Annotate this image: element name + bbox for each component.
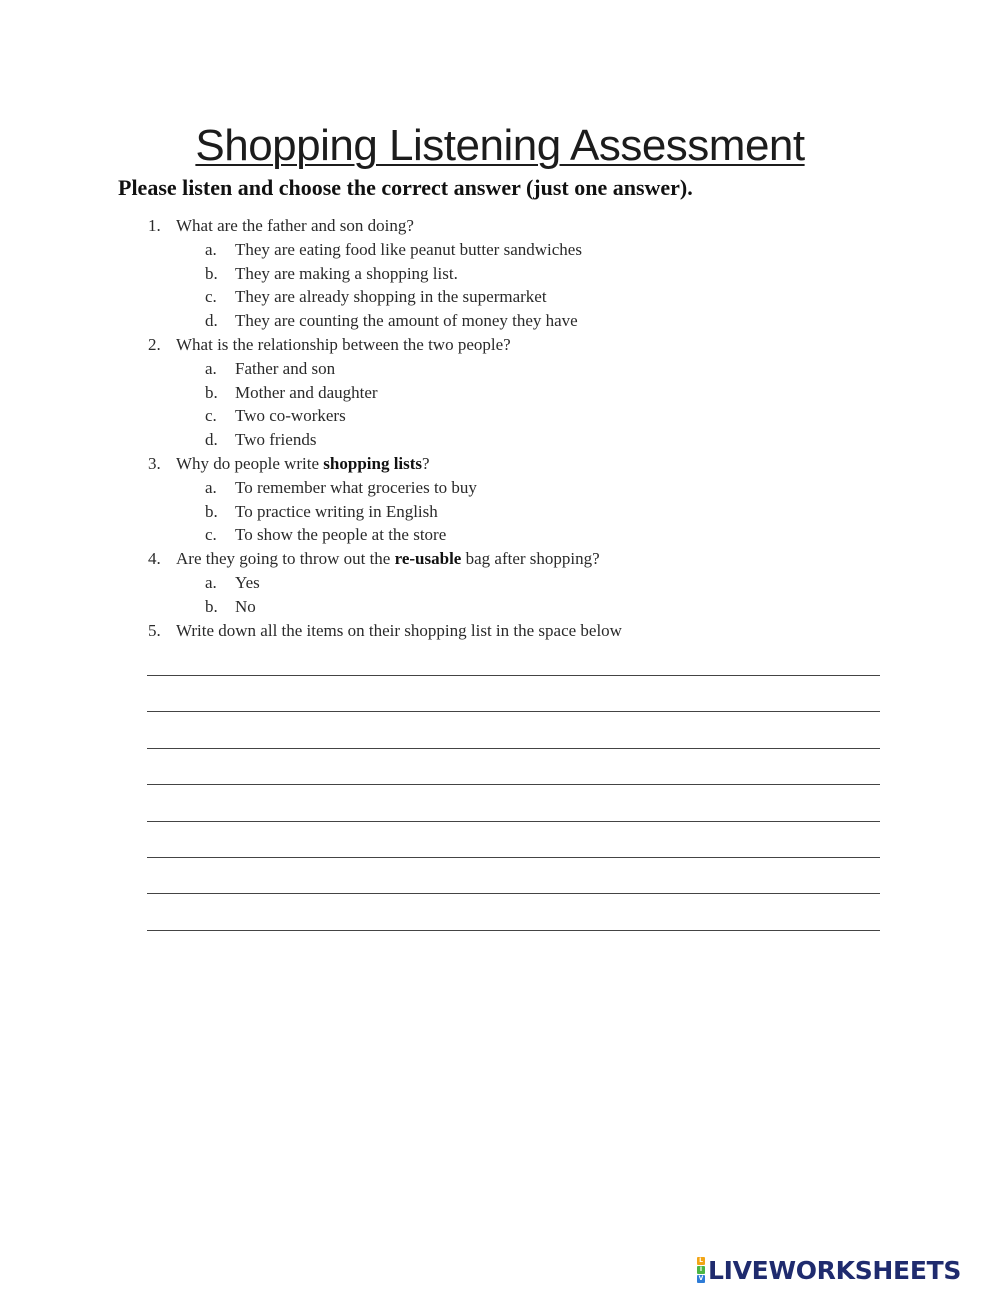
option-text: Two friends	[235, 430, 317, 450]
question-list	[0, 214, 1000, 642]
answer-option-2d[interactable]	[0, 428, 1000, 452]
liveworksheets-logo	[697, 1255, 961, 1285]
option-text: They are already shopping in the supermarket	[235, 287, 547, 307]
question-text-part: Why do people write	[176, 453, 324, 473]
option-text: Father and son	[235, 358, 336, 378]
option-text: To show the people at the store	[235, 525, 447, 545]
logo-text: LIVEWORKSHEETS	[708, 1255, 962, 1285]
answer-option-1c[interactable]	[0, 285, 1000, 309]
option-letter: a.	[205, 239, 217, 259]
answer-option-2c[interactable]	[0, 404, 1000, 428]
option-letter: c.	[205, 287, 217, 307]
answer-option-2a[interactable]	[0, 357, 1000, 381]
question-text	[176, 214, 414, 238]
answer-option-1d[interactable]	[0, 309, 1000, 333]
question-text	[176, 452, 430, 476]
option-letter: a.	[205, 477, 217, 497]
option-letter: b.	[205, 501, 218, 521]
option-letter: b.	[205, 596, 218, 616]
question-1	[0, 214, 1000, 238]
option-text: They are eating food like peanut butter sandwiches	[235, 239, 582, 259]
question-number: 1.	[148, 216, 161, 235]
option-text: Mother and daughter	[235, 382, 378, 402]
answer-line[interactable]	[147, 821, 880, 822]
worksheet-title: Shopping Listening Assessment	[195, 121, 805, 170]
answer-option-3c[interactable]	[0, 523, 1000, 547]
option-letter: d.	[205, 311, 218, 331]
answer-line[interactable]	[147, 748, 880, 749]
option-letter: a.	[205, 358, 217, 378]
answer-line[interactable]	[147, 784, 880, 785]
question-5	[0, 619, 1000, 643]
answer-option-1b[interactable]	[0, 262, 1000, 286]
logo-mark-block: L	[697, 1257, 705, 1265]
question-text-part: Are they going to throw out the	[176, 549, 395, 569]
answer-option-3a[interactable]	[0, 476, 1000, 500]
question-text-part: ?	[422, 453, 430, 473]
instructions: Please listen and choose the correct answer (just one answer).	[118, 175, 693, 200]
answer-line[interactable]	[147, 893, 880, 894]
answer-line[interactable]	[147, 930, 880, 931]
question-2	[0, 333, 1000, 357]
question-text	[176, 333, 511, 357]
answer-line[interactable]	[147, 711, 880, 712]
option-text: No	[235, 596, 256, 616]
option-letter: d.	[205, 430, 218, 450]
answer-line[interactable]	[147, 857, 880, 858]
option-letter: b.	[205, 382, 218, 402]
logo-mark-block: I	[697, 1266, 705, 1274]
question-number: 2.	[148, 334, 161, 354]
answer-lines[interactable]	[147, 675, 880, 966]
answer-line[interactable]	[147, 675, 880, 676]
question-text	[176, 547, 600, 571]
question-text-part: Write down all the items on their shopping list in the space below	[176, 620, 622, 640]
question-number: 4.	[148, 549, 161, 569]
option-text: They are counting the amount of money they have	[235, 311, 578, 331]
option-letter: c.	[205, 525, 217, 545]
option-text: To practice writing in English	[235, 501, 438, 521]
question-3	[0, 452, 1000, 476]
logo-mark-block: V	[698, 1275, 704, 1282]
question-number: 5.	[148, 620, 161, 640]
option-letter: a.	[205, 572, 217, 592]
question-text	[176, 619, 622, 643]
question-number: 3.	[148, 453, 161, 473]
answer-option-1a[interactable]	[0, 238, 1000, 262]
question-4	[0, 547, 1000, 571]
answer-option-2b[interactable]	[0, 381, 1000, 405]
question-text-part: bag after shopping?	[461, 549, 600, 569]
option-text: Yes	[235, 572, 260, 592]
answer-option-4a[interactable]	[0, 571, 1000, 595]
question-text-part: What is the relationship between the two people?	[176, 334, 511, 354]
option-letter: b.	[205, 263, 218, 283]
answer-option-4b[interactable]	[0, 595, 1000, 619]
question-keyword: shopping lists	[323, 453, 423, 473]
answer-option-3b[interactable]	[0, 500, 1000, 524]
logo-mark-icon	[697, 1257, 705, 1283]
question-text-part: What are the father and son doing?	[176, 216, 414, 235]
option-text: Two co-workers	[235, 406, 346, 426]
option-text: They are making a shopping list.	[235, 263, 458, 283]
option-text: To remember what groceries to buy	[235, 477, 477, 497]
option-letter: c.	[205, 406, 217, 426]
question-keyword: re-usable	[394, 549, 462, 569]
